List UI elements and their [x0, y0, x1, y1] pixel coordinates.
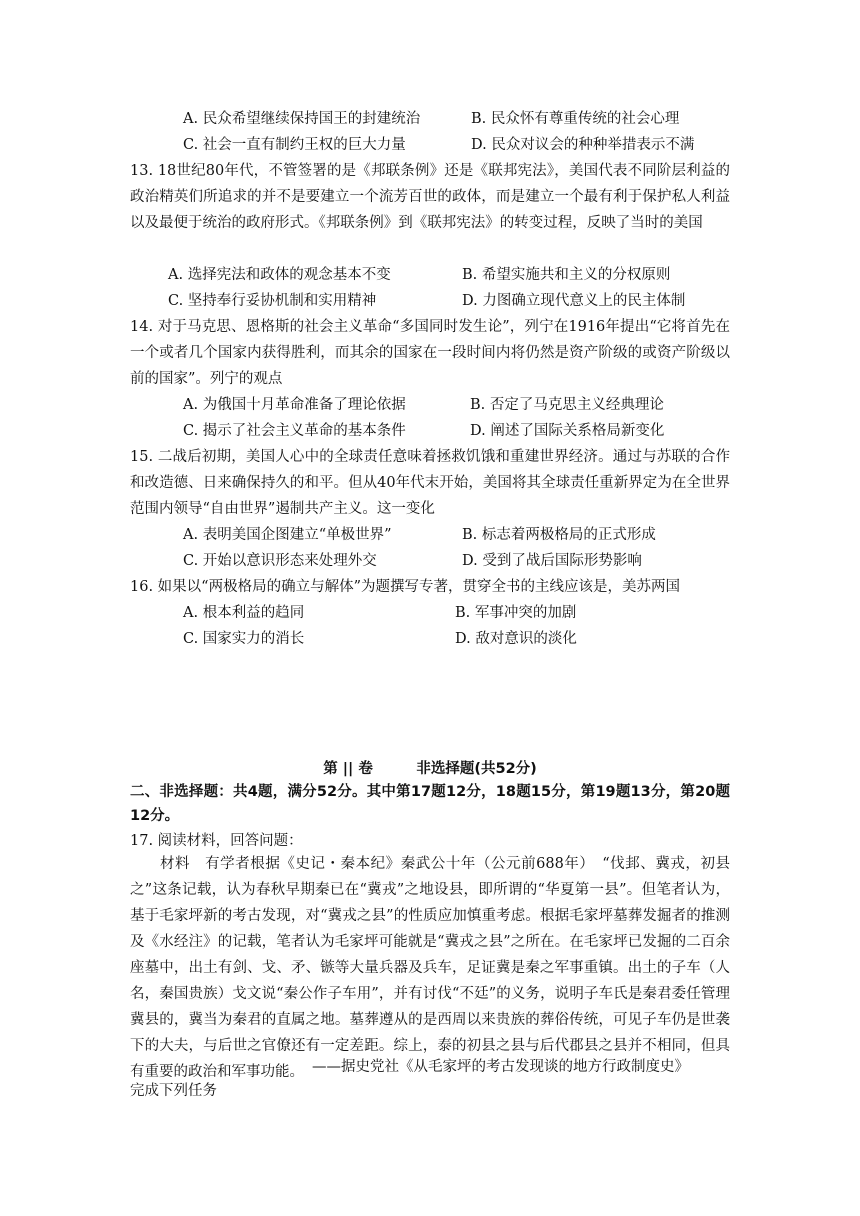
q17-material: 材料 有学者根据《史记・秦本纪》秦武公十年（公元前688年） “伐邽、冀戎，初县之”这条记载，认为春秋早期秦已在“冀戎”之地设县，即所谓的“华夏第一县”。但笔者认为，基于毛家坪新的考古发现，对“冀戎之县”的性质应加慎重考虑。根据毛家坪墓葬发掘者的推测及《水经注》的记载，笔者认为毛家坪可能就是“冀戎之县”之所在。在毛家坪已发掘的二百余座墓中，出土有剑、戈、矛、镞等大量兵器及兵车，足证冀是秦之军事重镇。出土的子车（人名，秦国贵族）戈文说“秦公作子车用”，并有讨伐“不廷”的义务，说明子车氏是秦君委任管理冀县的，冀当为秦君的直属之地。墓葬遵从的是西周以来贵族的葬俗传统，可见子车仍是世袭下的大夫，与后世之官僚还有一定差距。综上，泰的初县之县与后代郡县之县并不相同，但具有重要的政治和军事功能。 — [130, 856, 730, 1080]
q17-stem: 17. 阅读材料，回答问题： — [130, 833, 303, 849]
part2-title: 第 || 卷 非选择题(共52分) — [323, 761, 537, 777]
q15-option-c: C. 开始以意识形态来处理外交 — [183, 553, 377, 569]
q12-option-d: D. 民众对议会的种种举措表示不满 — [471, 137, 695, 153]
q13-option-b: B. 希望实施共和主义的分权原则 — [462, 267, 671, 283]
part2-intro: 二、非选择题：共4题，满分52分。其中第17题12分，18题15分，第19题13分，第20题12分。 — [130, 784, 730, 824]
q13-option-a: A. 选择宪法和政体的观念基本不变 — [168, 267, 391, 283]
q16-option-d: D. 敌对意识的淡化 — [455, 631, 577, 647]
q17-source: ——据史党社《从毛家坪的考古发现谈的地方行政制度史》 — [312, 1059, 689, 1075]
q12-option-c: C. 社会一直有制约王权的巨大力量 — [183, 137, 406, 153]
q12-option-a: A. 民众希望继续保持国王的封建统治 — [183, 111, 421, 127]
q13-stem: 13. 18世纪80年代，不管签署的是《邦联条例》还是《联邦宪法》，美国代表不同阶层利益的政治精英们所追求的并不是要建立一个流芳百世的政体，而是建立一个最有利于保护私人利益以及最便于统治的政府形式。《邦联条例》到《联邦宪法》的转变过程，反映了当时的美国 — [130, 163, 730, 231]
q14-stem: 14. 对于马克思、恩格斯的社会主义革命“多国同时发生论”，列宁在1916年提出“它将首先在一个或者几个国家内获得胜利，而其余的国家在一段时间内将仍然是资产阶级的或资产阶级以前的国家”。列宁的观点 — [130, 319, 730, 387]
q16-stem: 16. 如果以“两极格局的确立与解体”为题撰写专著，贯穿全书的主线应该是，美苏两国 — [130, 579, 680, 595]
q15-option-b: B. 标志着两极格局的正式形成 — [462, 527, 656, 543]
q13-option-d: D. 力图确立现代意义上的民主体制 — [462, 293, 686, 309]
q14-option-d: D. 阐述了国际关系格局新变化 — [470, 423, 665, 439]
q14-option-c: C. 揭示了社会主义革命的基本条件 — [183, 423, 406, 439]
q17-task: 完成下列任务 — [130, 1083, 217, 1099]
q13-option-c: C. 坚持奉行妥协机制和实用精神 — [168, 293, 377, 309]
q16-option-b: B. 军事冲突的加剧 — [455, 605, 577, 621]
q14-option-a: A. 为俄国十月革命准备了理论依据 — [183, 397, 406, 413]
q12-option-b: B. 民众怀有尊重传统的社会心理 — [471, 111, 680, 127]
q15-option-d: D. 受到了战后国际形势影响 — [462, 553, 642, 569]
q14-option-b: B. 否定了马克思主义经典理论 — [470, 397, 664, 413]
q15-stem: 15. 二战后初期，美国人心中的全球责任意味着拯救饥饿和重建世界经济。通过与苏联的合作和改造德、日来确保持久的和平。但从40年代末开始，美国将其全球责任重新界定为在全世界范围内领导“自由世界”遏制共产主义。这一变化 — [130, 449, 730, 517]
q16-option-c: C. 国家实力的消长 — [183, 631, 305, 647]
q15-option-a: A. 表明美国企图建立“单极世界” — [183, 527, 392, 543]
q16-option-a: A. 根本利益的趋同 — [183, 605, 305, 621]
